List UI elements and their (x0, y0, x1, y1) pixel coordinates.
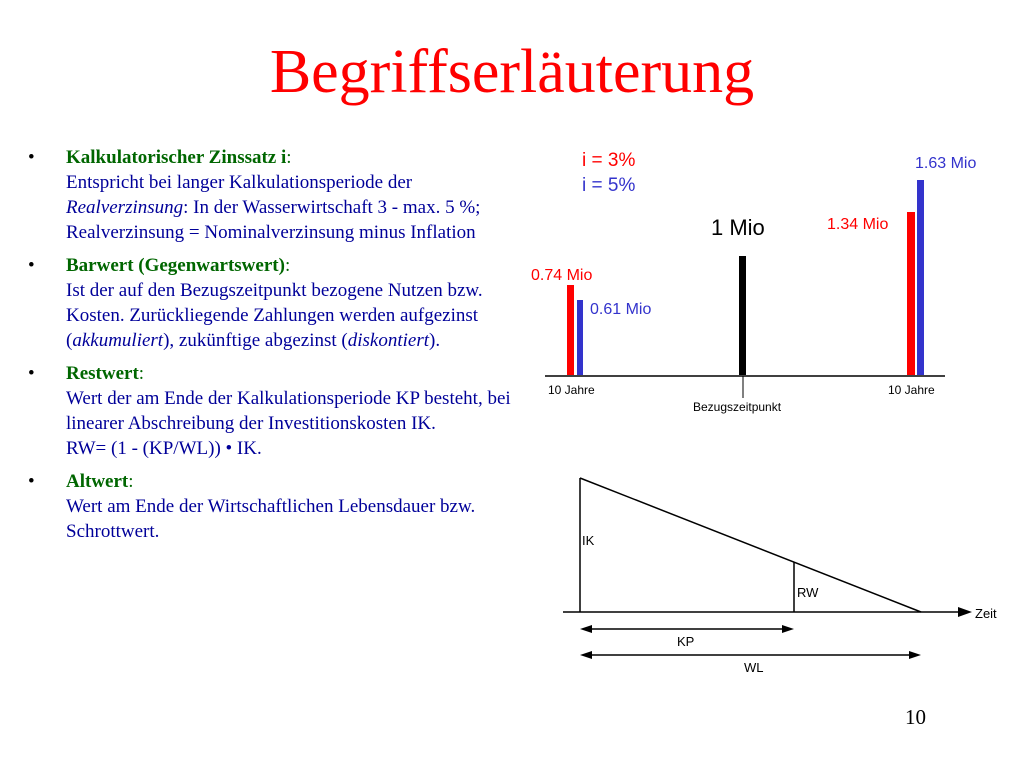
bullet-dot: • (28, 471, 35, 492)
bar-center (739, 256, 746, 375)
kp-label: KP (677, 634, 695, 649)
ik-label: IK (582, 533, 595, 548)
bullet-restwert: • Restwert: Wert der am Ende der Kalkulationsperiode KP besteht, bei linearer Abschreibung der Investitionskosten IK. RW= (1 - (KP/WL)) • IK. (28, 363, 511, 459)
wl-arrow-left (580, 651, 592, 659)
text-barwert-italic-b: diskontiert (347, 330, 430, 351)
label-right-blue: 1.63 Mio (915, 155, 977, 172)
wl-label: WL (744, 660, 764, 675)
zeit-arrow-head (958, 607, 972, 617)
label-left-blue: 0.61 Mio (590, 301, 652, 318)
depreciation-line (580, 478, 921, 612)
bar-left-red (567, 285, 574, 375)
bar-right-red (907, 212, 915, 375)
text-zinssatz-italic: Realverzinsung (66, 197, 184, 218)
kp-arrow-right (782, 625, 794, 633)
term-altwert: Altwert (66, 471, 129, 492)
text-restwert-formula: RW= (1 - (KP/WL)) • IK. (66, 438, 262, 459)
bar-left-blue (577, 300, 583, 375)
text-zinssatz-b: : In der Wasserwirtschaft 3 - max. 5 %; Realverzinsung = Nominalverzinsung minus Inflation (66, 197, 481, 243)
axis-label-left: 10 Jahre (548, 383, 595, 397)
label-right-red: 1.34 Mio (827, 216, 889, 233)
text-barwert-a: Ist der auf den Bezugszeitpunkt bezogene Nutzen bzw. Kosten. Zurückliegende Zahlungen werden aufgezinst ( (66, 280, 483, 351)
rw-label: RW (797, 585, 819, 600)
label-center: 1 Mio (711, 215, 765, 240)
term-barwert: Barwert (Gegenwartswert) (66, 255, 285, 276)
term-restwert: Restwert (66, 363, 139, 384)
slide-title: Begriffserläuterung (269, 38, 755, 106)
text-restwert-a: Wert der am Ende der Kalkulationsperiode KP besteht, bei linearer Abschreibung der Investitionskosten IK. (66, 388, 511, 434)
bullet-zinssatz: • Kalkulatorischer Zinssatz i: Entspricht bei langer Kalkulationsperiode der Realverzinsung: In der Wasserwirtschaft 3 - max. 5 %; Realverzinsung = Nominalverzinsung minus Inflation (28, 147, 481, 243)
depreciation-diagram (563, 478, 997, 675)
bullet-dot: • (28, 363, 35, 384)
bullet-dot: • (28, 255, 35, 276)
zeit-label: Zeit (975, 606, 997, 621)
bullet-dot: • (28, 147, 35, 168)
legend-rate-3: i = 3% (582, 150, 636, 171)
text-barwert-c: ). (429, 330, 441, 351)
text-barwert-italic-a: akkumuliert (72, 330, 164, 351)
wl-arrow-right (909, 651, 921, 659)
label-left-red: 0.74 Mio (531, 267, 593, 284)
kp-arrow-left (580, 625, 592, 633)
bar-right-blue (917, 180, 924, 375)
text-zinssatz-a: Entspricht bei langer Kalkulationsperiode der (66, 172, 413, 193)
bullet-altwert: • Altwert: Wert am Ende der Wirtschaftlichen Lebensdauer bzw. Schrottwert. (28, 471, 476, 542)
bullet-barwert: • Barwert (Gegenwartswert): Ist der auf den Bezugszeitpunkt bezogene Nutzen bzw. Kosten. Zurückliegende Zahlungen werden aufgezinst (akkumuliert), zukünftige abgezinst (diskontiert). (28, 255, 483, 351)
term-zinssatz: Kalkulatorischer Zinssatz i (66, 147, 287, 168)
text-altwert-a: Wert am Ende der Wirtschaftlichen Lebensdauer bzw. Schrottwert. (66, 496, 476, 542)
axis-label-right: 10 Jahre (888, 383, 935, 397)
reference-label: Bezugszeitpunkt (693, 400, 782, 414)
present-value-diagram (531, 150, 976, 414)
text-barwert-b: ), zukünftige abgezinst ( (163, 330, 348, 351)
legend-rate-5: i = 5% (582, 175, 636, 196)
page-number: 10 (905, 705, 926, 729)
